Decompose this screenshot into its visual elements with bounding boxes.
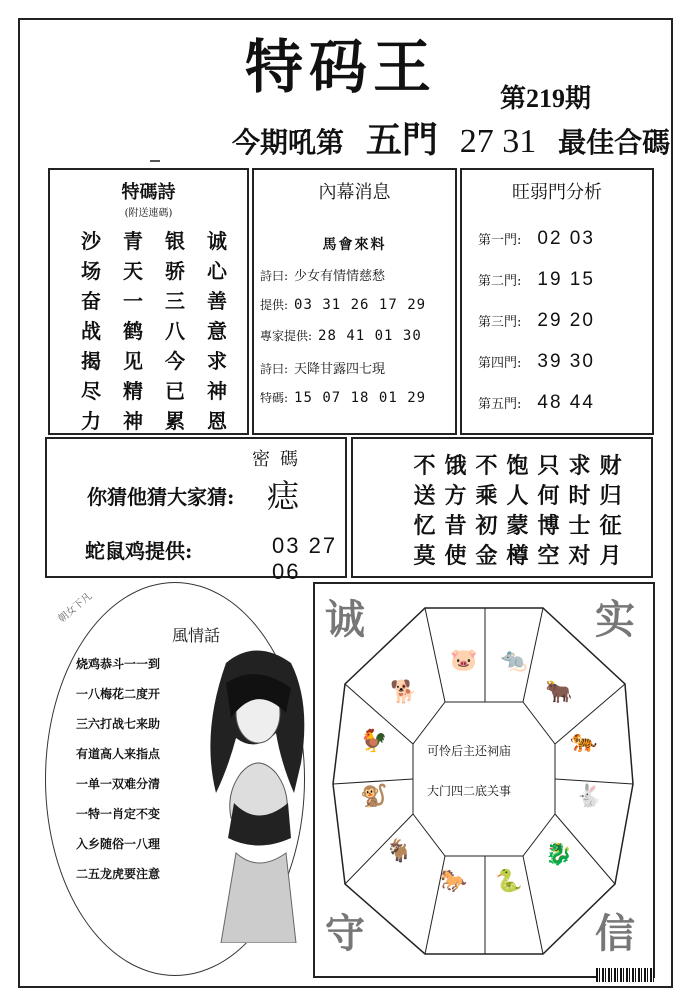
news-row: 特碼: 15 07 18 01 29 bbox=[260, 390, 427, 406]
romance-line: 入乡随俗一八理 bbox=[76, 837, 161, 851]
verse-char: 使 bbox=[444, 543, 467, 569]
poem-char: 恩 bbox=[207, 409, 227, 433]
door-row: 第四門: 39 30 bbox=[478, 351, 595, 372]
rat-icon: 🐀 bbox=[500, 648, 528, 673]
romance-title: 風情話 bbox=[172, 626, 221, 645]
page-title: 特码王 bbox=[245, 33, 438, 101]
poem-char: 天 bbox=[123, 259, 143, 283]
corner-char: 实 bbox=[595, 596, 635, 643]
poem-char: 骄 bbox=[165, 259, 185, 283]
poem-char: 三 bbox=[165, 289, 185, 313]
poem-char: 尽 bbox=[81, 379, 101, 403]
verse-char: 何 bbox=[537, 483, 560, 509]
guess-provider: 蛇鼠鸡提供: bbox=[85, 539, 193, 563]
poem-box bbox=[48, 168, 249, 435]
zodiac-wheel bbox=[315, 584, 653, 976]
poem-char: 今 bbox=[165, 349, 185, 373]
poem-char: 奋 bbox=[81, 289, 101, 313]
news-source: 馬會來料 bbox=[322, 237, 387, 253]
door-row: 第三門: 29 20 bbox=[478, 310, 595, 331]
verse-char: 人 bbox=[506, 483, 529, 509]
verse-char: 乘 bbox=[475, 483, 498, 509]
news-row: 詩曰: 天降甘露四七現 bbox=[260, 362, 386, 377]
poem-char: 银 bbox=[165, 229, 185, 253]
zodiac-wheel-box bbox=[313, 582, 655, 978]
verse-char: 不 bbox=[413, 453, 436, 479]
verse-char: 送 bbox=[413, 483, 436, 509]
verse-char: 饿 bbox=[444, 453, 467, 479]
guess-code: 03 27 06 bbox=[272, 533, 338, 584]
romance-line: 一单一双难分清 bbox=[76, 777, 161, 791]
news-row: 專家提供: 28 41 01 30 bbox=[260, 328, 422, 344]
headline bbox=[232, 112, 680, 163]
poem-char: 善 bbox=[207, 289, 227, 313]
verse-char: 归 bbox=[599, 483, 622, 509]
corner-char: 守 bbox=[325, 910, 365, 957]
poem-char: 沙 bbox=[81, 229, 101, 253]
romance-line: 一特一肖定不变 bbox=[76, 807, 161, 821]
poem-char: 揭 bbox=[81, 349, 101, 373]
romance-stamp: 朝女下凡 bbox=[56, 590, 95, 626]
poem-char: 力 bbox=[81, 409, 101, 433]
news-row: 詩曰: 少女有情情慈愁 bbox=[260, 269, 386, 284]
poem-char: 求 bbox=[207, 349, 227, 373]
verse-char: 时 bbox=[568, 483, 591, 509]
poem-char: 一 bbox=[123, 289, 143, 313]
verse-char: 初 bbox=[475, 513, 498, 539]
poem-char: 神 bbox=[123, 409, 143, 433]
poem-char: 精 bbox=[123, 379, 143, 403]
poem-char: 场 bbox=[81, 259, 101, 283]
snake-icon: 🐍 bbox=[495, 869, 523, 894]
guess-answer: 痣 bbox=[267, 477, 300, 515]
news-row: 提供: 03 31 26 17 29 bbox=[260, 297, 427, 313]
divider bbox=[150, 160, 160, 162]
romance-oval bbox=[45, 582, 305, 976]
verse-grid bbox=[409, 449, 626, 569]
monkey-icon: 🐒 bbox=[360, 784, 388, 809]
rooster-icon: 🐓 bbox=[360, 729, 388, 754]
poem-char: 意 bbox=[207, 319, 227, 343]
pig-icon: 🐷 bbox=[450, 648, 478, 673]
romance-line: 二五龙虎要注意 bbox=[76, 867, 161, 881]
romance-line: 一八梅花二度开 bbox=[76, 687, 161, 701]
romance-line: 有道高人来指点 bbox=[76, 747, 161, 761]
wheel-line-2: 大门四二底关事 bbox=[427, 784, 512, 798]
verse-char: 金 bbox=[475, 543, 498, 569]
horse-icon: 🐎 bbox=[440, 869, 468, 894]
corner-char: 信 bbox=[595, 910, 635, 957]
headline-suffix: 最佳合碼 bbox=[558, 126, 671, 159]
poem-char: 诚 bbox=[207, 229, 227, 253]
guess-question: 你猜他猜大家猜: bbox=[87, 485, 235, 509]
romance-lines bbox=[76, 649, 160, 889]
romance-line: 三六打战七来助 bbox=[76, 717, 161, 731]
headline-prefix: 今期吼第 bbox=[232, 126, 345, 159]
poem-char: 青 bbox=[123, 229, 143, 253]
poem-char: 心 bbox=[207, 259, 227, 283]
romance-line: 烧鸡恭斗一一到 bbox=[76, 657, 161, 671]
door-title: 旺弱門分析 bbox=[512, 182, 602, 203]
issue-number: 第219期 bbox=[500, 84, 592, 113]
verse-char: 征 bbox=[599, 513, 622, 539]
poem-char: 八 bbox=[165, 319, 185, 343]
rabbit-icon: 🐇 bbox=[575, 784, 603, 809]
verse-char: 空 bbox=[537, 543, 560, 569]
password-label: 密碼 bbox=[252, 449, 308, 470]
verse-char: 月 bbox=[599, 543, 622, 569]
woman-illustration bbox=[196, 643, 316, 943]
door-row: 第一門: 02 03 bbox=[478, 228, 595, 249]
poem-char: 战 bbox=[81, 319, 101, 343]
poem-char: 鹤 bbox=[123, 319, 143, 343]
verse-box bbox=[351, 437, 653, 578]
tiger-icon: 🐅 bbox=[570, 729, 598, 754]
poem-char: 已 bbox=[165, 379, 185, 403]
barcode bbox=[596, 968, 654, 982]
poem-subtitle: (附送連碼) bbox=[124, 208, 173, 219]
verse-char: 博 bbox=[537, 513, 560, 539]
verse-char: 樽 bbox=[506, 543, 529, 569]
verse-char: 饱 bbox=[506, 453, 529, 479]
verse-char: 求 bbox=[568, 453, 591, 479]
poem-char: 累 bbox=[165, 409, 185, 433]
door-row: 第五門: 48 44 bbox=[478, 392, 595, 413]
poem-title: 特碼詩 bbox=[121, 182, 176, 203]
verse-char: 对 bbox=[568, 543, 591, 569]
poem-char: 见 bbox=[123, 349, 143, 373]
verse-char: 方 bbox=[444, 483, 467, 509]
verse-char: 忆 bbox=[413, 513, 436, 539]
verse-char: 昔 bbox=[444, 513, 467, 539]
ox-icon: 🐂 bbox=[545, 680, 573, 705]
corner-char: 诚 bbox=[325, 596, 365, 643]
door-analysis-box bbox=[460, 168, 654, 435]
verse-char: 莫 bbox=[413, 543, 436, 569]
news-box bbox=[252, 168, 457, 435]
news-title: 內幕消息 bbox=[318, 182, 391, 203]
verse-char: 蒙 bbox=[506, 513, 529, 539]
dog-icon: 🐕 bbox=[390, 680, 418, 705]
wheel-line-1: 可怜后主还祠庙 bbox=[427, 744, 512, 758]
verse-char: 只 bbox=[537, 453, 560, 479]
goat-icon: 🐐 bbox=[385, 839, 413, 864]
verse-char: 不 bbox=[475, 453, 498, 479]
verse-char: 财 bbox=[599, 453, 622, 479]
dragon-icon: 🐉 bbox=[545, 842, 573, 867]
guess-box bbox=[45, 437, 347, 584]
headline-numbers: 27 31 bbox=[459, 123, 537, 160]
door-row: 第二門: 19 15 bbox=[478, 269, 595, 290]
headline-door: 五門 bbox=[365, 119, 438, 161]
poem-grid bbox=[70, 225, 238, 435]
verse-char: 士 bbox=[568, 513, 591, 539]
poem-char: 神 bbox=[207, 379, 227, 403]
